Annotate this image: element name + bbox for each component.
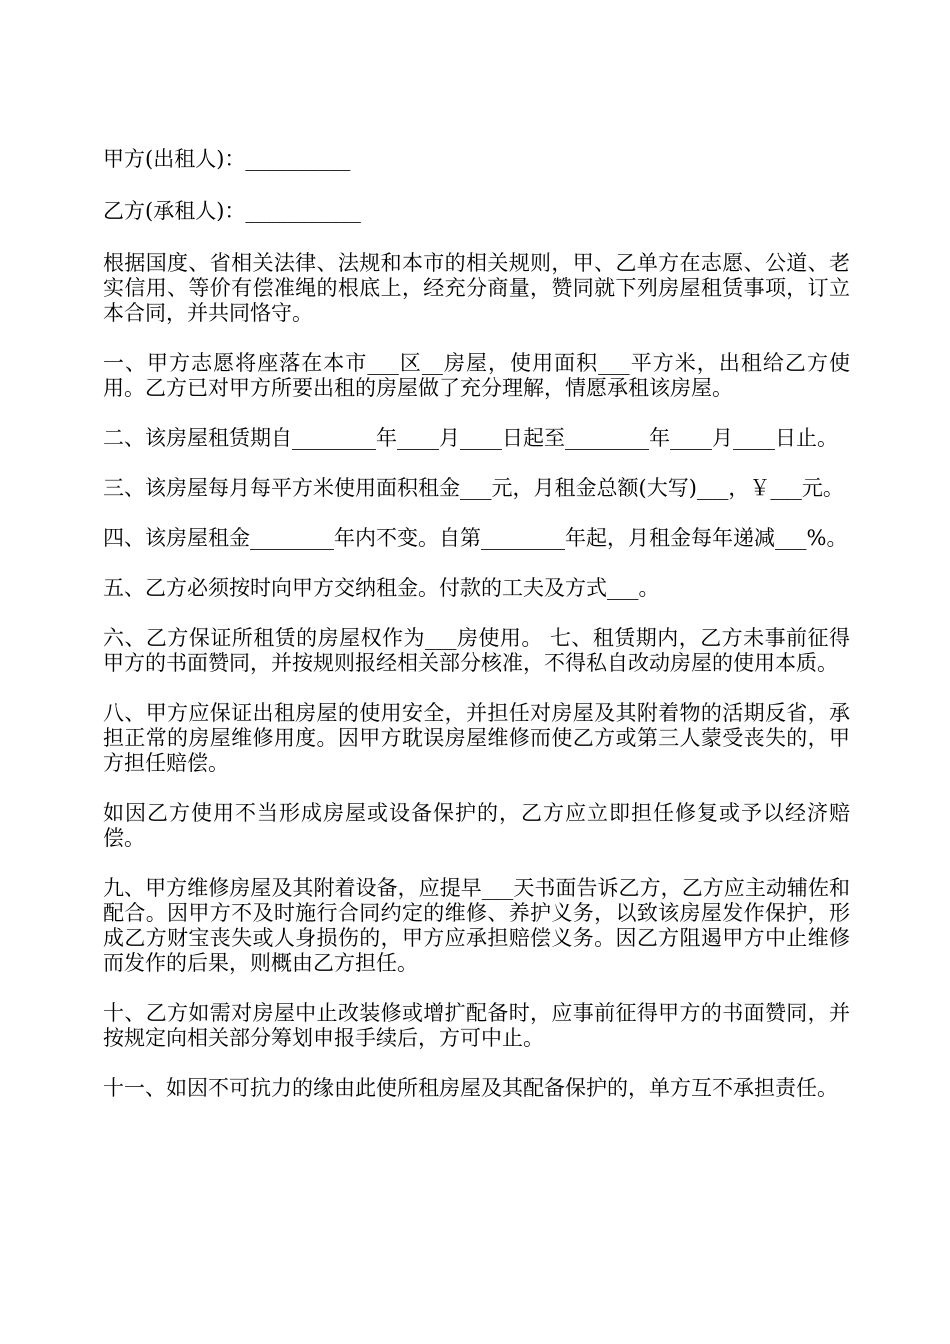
preamble-paragraph: 根据国度、省相关法律、法规和本市的相关规则，甲、乙单方在志愿、公道、老实信用、等价有偿准绳的根底上，经充分商量，赞同就下列房屋租赁事项，订立本合同，并共同恪守。 [103, 251, 850, 325]
clause-3: 三、该房屋每月每平方米使用面积租金___元，月租金总额(大写)___，￥___元。 [103, 476, 844, 500]
clause-10: 十、乙方如需对房屋中止改装修或增扩配备时，应事前征得甲方的书面赞同，并按规定向相关部分筹划申报手续后，方可中止。 [103, 1001, 850, 1050]
clause-2: 二、该房屋租赁期自________年____月____日起至________年____月____日止。 [103, 426, 838, 450]
clause-1: 一、甲方志愿将座落在本市___区__房屋，使用面积___平方米，出租给乙方使用。乙方已对甲方所要出租的房屋做了充分理解，情愿承租该房屋。 [103, 351, 850, 400]
clause-8: 八、甲方应保证出租房屋的使用安全，并担任对房屋及其附着物的活期反省，承担正常的房屋维修用度。因甲方耽误房屋维修而使乙方或第三人蒙受丧失的，甲方担任赔偿。 [103, 701, 850, 775]
clause-6-7: 六、乙方保证所租赁的房屋权作为___房使用。 七、租赁期内，乙方未事前征得甲方的书面赞同，并按规则报经相关部分核准，不得私自改动房屋的使用本质。 [103, 626, 850, 675]
clause-5: 五、乙方必须按时向甲方交纳租金。付款的工夫及方式___。 [103, 576, 660, 600]
clause-8-continued: 如因乙方使用不当形成房屋或设备保护的，乙方应立即担任修复或予以经济赔偿。 [103, 801, 850, 850]
lessee-line: 乙方(承租人)：___________ [103, 199, 361, 223]
clause-9: 九、甲方维修房屋及其附着设备，应提早___天书面告诉乙方，乙方应主动辅佐和配合。因甲方不及时施行合同约定的维修、养护义务，以致该房屋发作保护，形成乙方财宝丧失或人身损伤的，甲方应承担赔偿义务。因乙方阻遏甲方中止维修而发作的后果，则概由乙方担任。 [103, 876, 850, 975]
lessor-line: 甲方(出租人)：__________ [103, 147, 351, 171]
clause-4: 四、该房屋租金________年内不变。自第________年起，月租金每年递减___%。 [103, 526, 848, 550]
contract-body [103, 147, 850, 1126]
clause-11: 十一、如因不可抗力的缘由此使所租房屋及其配备保护的，单方互不承担责任。 [103, 1076, 838, 1100]
